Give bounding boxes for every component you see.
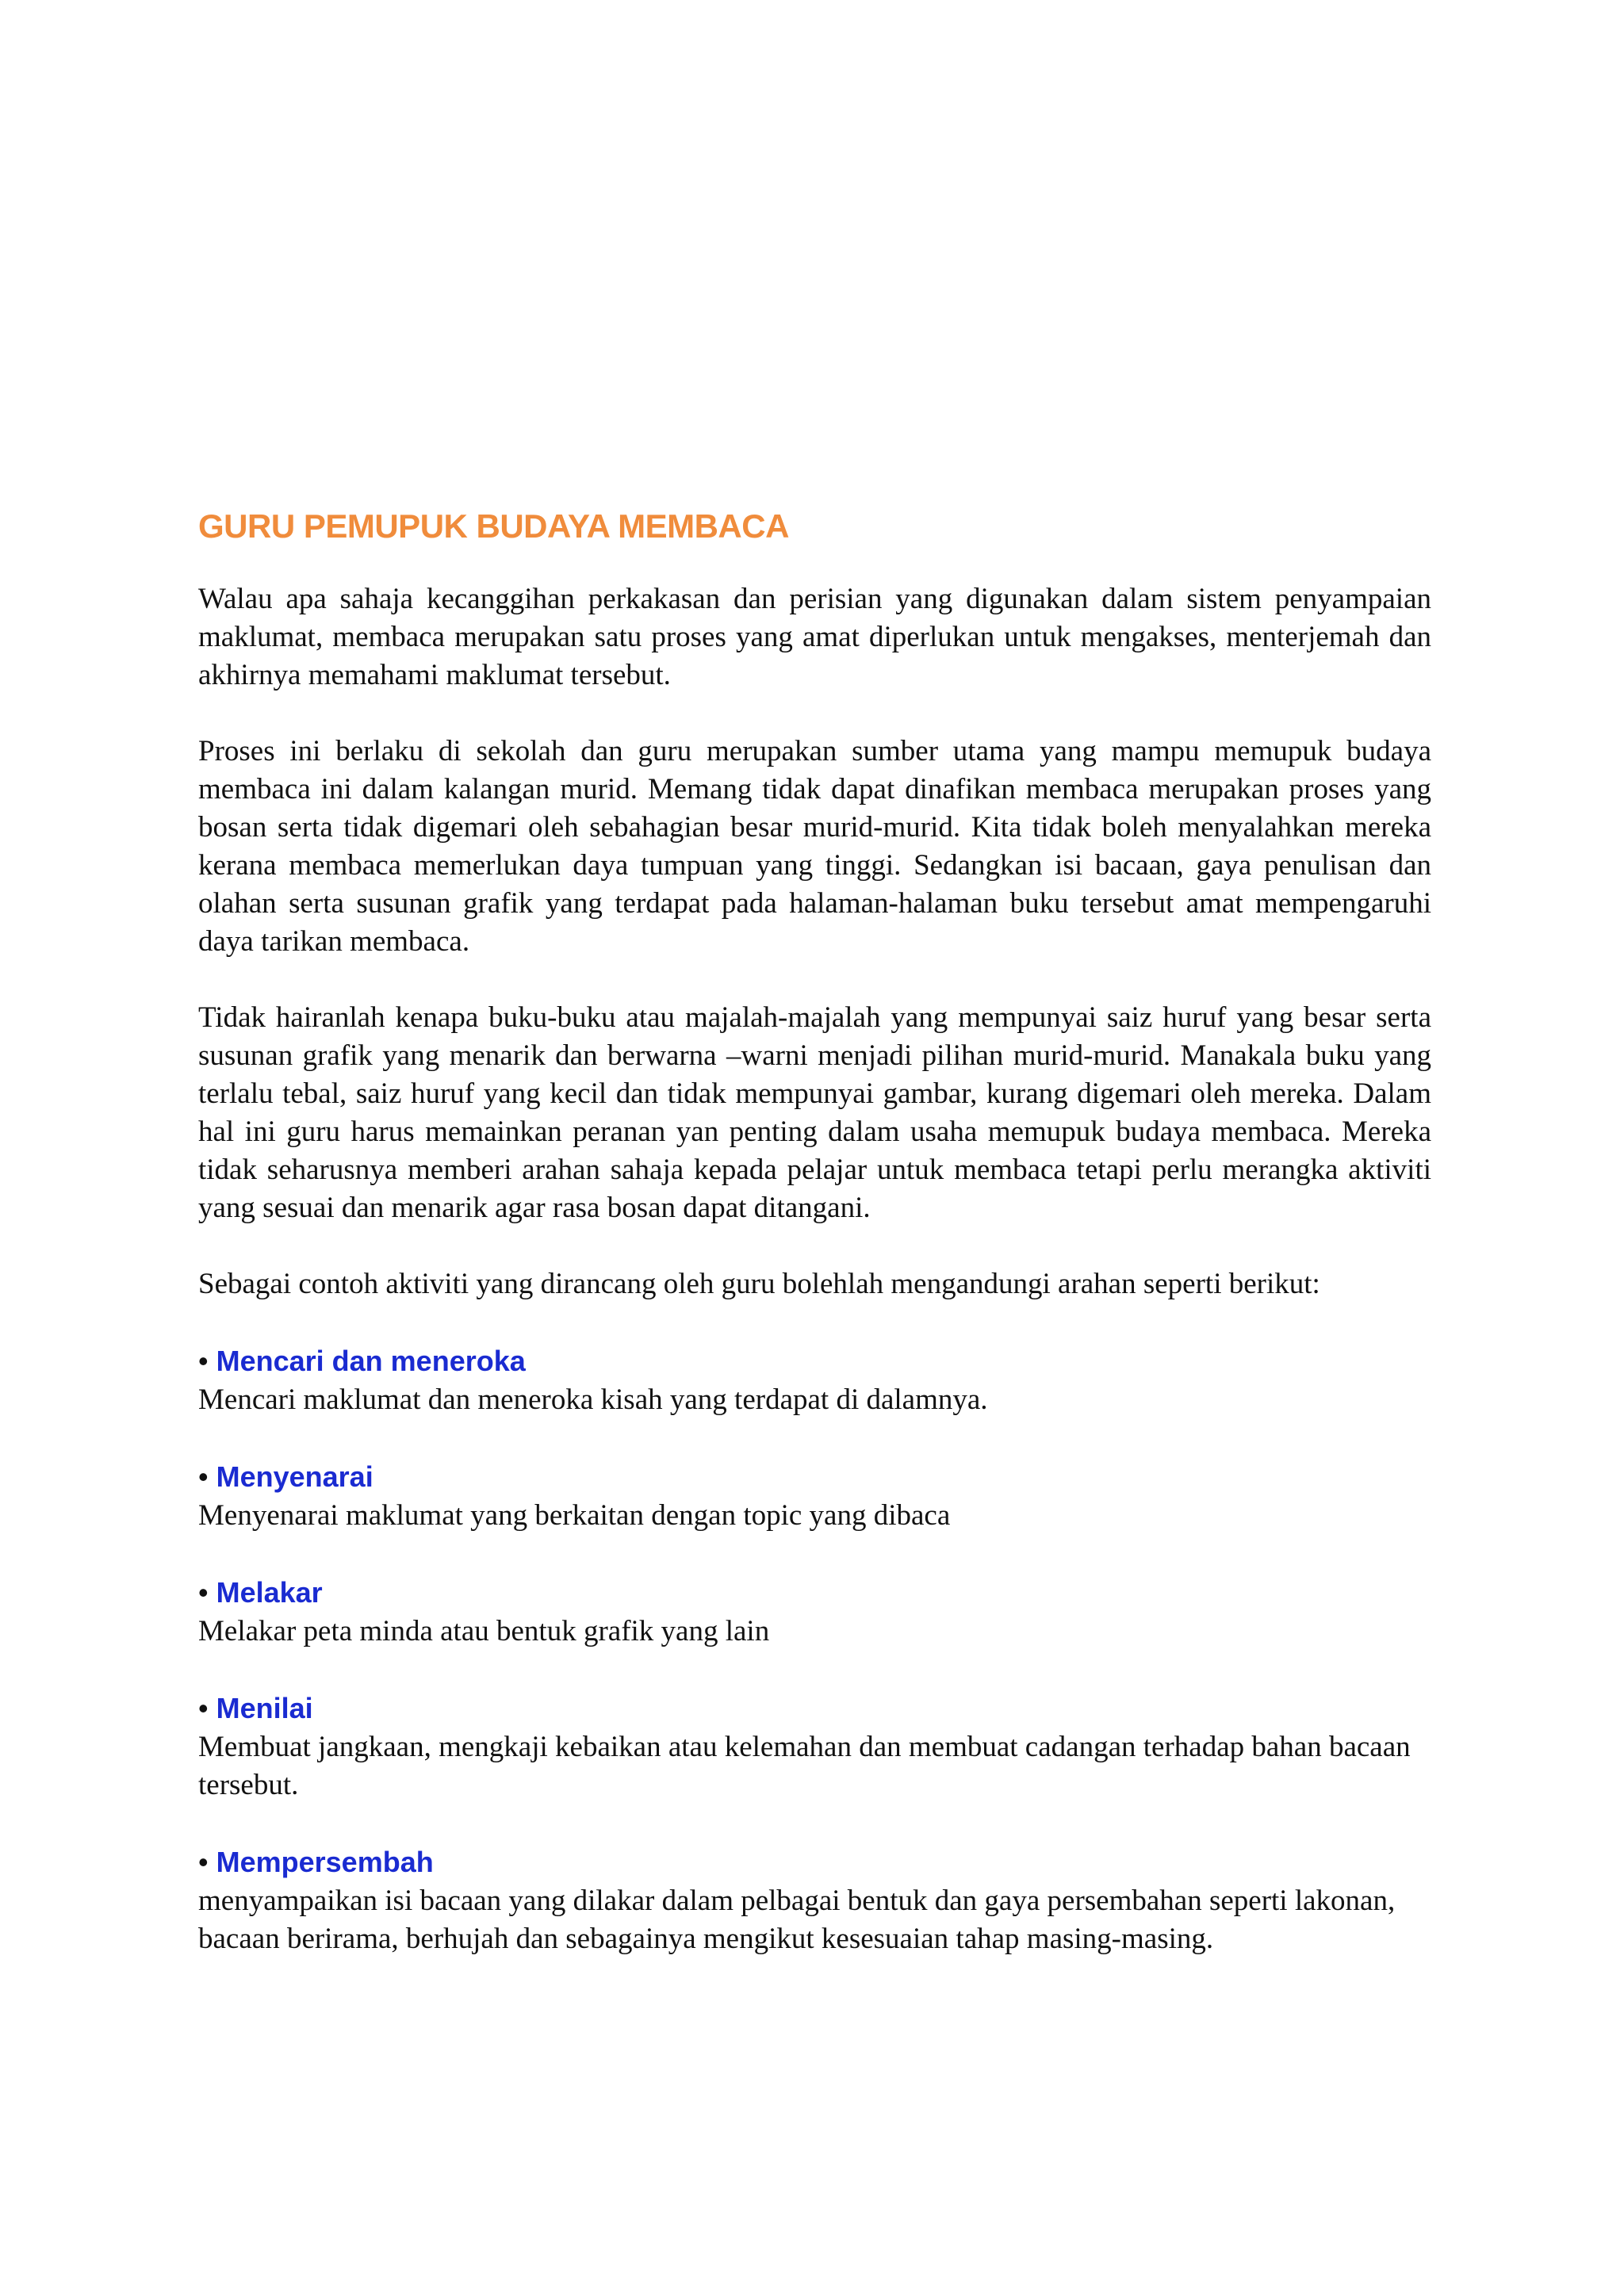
list-item	[198, 1341, 1431, 1419]
paragraph: Tidak hairanlah kenapa buku-buku atau majalah-majalah yang mempunyai saiz huruf yang besar serta susunan grafik yang menarik dan berwarna –warni menjadi pilihan murid-murid. Manakala buku yang terlalu tebal, saiz huruf yang kecil dan tidak mempunyai gambar, kurang digemari oleh mereka. Dalam hal ini guru harus memainkan peranan yan penting dalam usaha memupuk budaya membaca. Mereka tidak seharusnya memberi arahan sahaja kepada pelajar untuk membaca tetapi perlu merangka aktiviti yang sesuai dan menarik agar rasa bosan dapat ditangani.	[198, 1001, 1431, 1224]
document-title: GURU PEMUPUK BUDAYA MEMBACA	[198, 507, 789, 545]
list-item-text: Mencari maklumat dan meneroka kisah yang terdapat di dalamnya.	[198, 1383, 988, 1416]
list-item-heading	[198, 1457, 1431, 1497]
list-item-heading-text: Menilai	[216, 1692, 313, 1724]
list-item-heading	[198, 1573, 1431, 1613]
list-item	[198, 1843, 1431, 1958]
bullet-icon: •	[198, 1576, 209, 1609]
list-item-heading	[198, 1689, 1431, 1728]
list-item-heading-text: Mencari dan meneroka	[216, 1345, 526, 1377]
list-item-text: Membuat jangkaan, mengkaji kebaikan atau kelemahan dan membuat cadangan terhadap bahan bacaan tersebut.	[198, 1731, 1411, 1801]
bullet-icon: •	[198, 1846, 209, 1878]
bullet-icon: •	[198, 1345, 209, 1377]
list-item	[198, 1689, 1431, 1804]
paragraph: Proses ini berlaku di sekolah dan guru merupakan sumber utama yang mampu memupuk budaya membaca ini dalam kalangan murid. Memang tidak dapat dinafikan membaca merupakan proses yang bosan serta tidak digemari oleh sebahagian besar murid-murid. Kita tidak boleh menyalahkan mereka kerana membaca memerlukan daya tumpuan yang tinggi. Sedangkan isi bacaan, gaya penulisan dan olahan serta susunan grafik yang terdapat pada halaman-halaman buku tersebut amat mempengaruhi daya tarikan membaca.	[198, 735, 1431, 958]
document-page	[198, 507, 1431, 1996]
list-item-heading-text: Melakar	[216, 1576, 323, 1609]
bullet-icon: •	[198, 1692, 209, 1724]
list-item-text: Melakar peta minda atau bentuk grafik yang lain	[198, 1615, 770, 1647]
list-item-heading	[198, 1843, 1431, 1882]
list-item-heading	[198, 1341, 1431, 1381]
list-item-text: Menyenarai maklumat yang berkaitan dengan topic yang dibaca	[198, 1499, 951, 1532]
list-item	[198, 1457, 1431, 1535]
bullet-icon: •	[198, 1460, 209, 1493]
list-item-heading-text: Mempersembah	[216, 1846, 434, 1878]
list-item-heading-text: Menyenarai	[216, 1460, 373, 1493]
paragraph: Walau apa sahaja kecanggihan perkakasan dan perisian yang digunakan dalam sistem penyampaian maklumat, membaca merupakan satu proses yang amat diperlukan untuk mengakses, menterjemah dan akhirnya memahami maklumat tersebut.	[198, 583, 1431, 691]
paragraph: Sebagai contoh aktiviti yang dirancang oleh guru bolehlah mengandungi arahan seperti berikut:	[198, 1268, 1320, 1300]
list-item	[198, 1573, 1431, 1651]
list-item-text: menyampaikan isi bacaan yang dilakar dalam pelbagai bentuk dan gaya persembahan seperti lakonan, bacaan berirama, berhujah dan sebagainya mengikut kesesuaian tahap masing-masing.	[198, 1885, 1396, 1955]
